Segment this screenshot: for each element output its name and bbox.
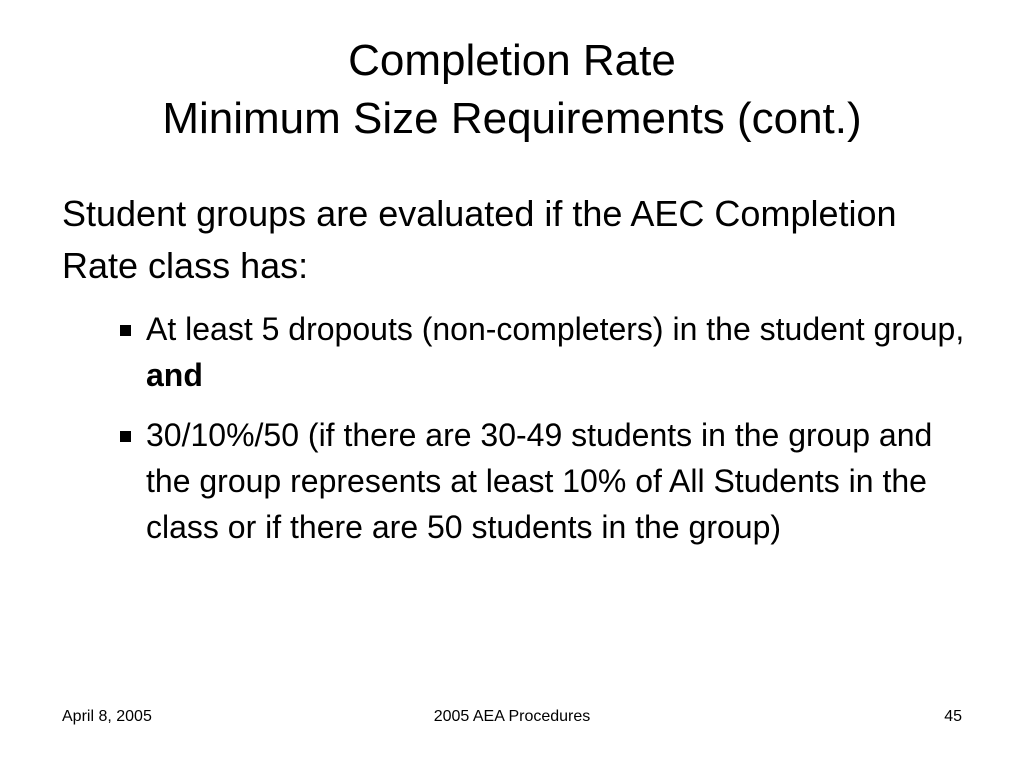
slide-title [0, 32, 1024, 148]
square-bullet-icon [120, 325, 131, 336]
bullet-emphasis: and [146, 357, 203, 393]
footer-date: April 8, 2005 [62, 708, 152, 725]
title-line-2: Minimum Size Requirements (cont.) [162, 94, 862, 143]
bullet-list [62, 306, 982, 550]
title-line-1: Completion Rate [348, 36, 676, 85]
bullet-item [62, 412, 982, 550]
bullet-text: 30/10%/50 (if there are 30-49 students in the group and the group represents at least 10% of All Students in the class or if there are 50 students in the group) [146, 417, 933, 545]
square-bullet-icon [120, 431, 131, 442]
intro-text: Student groups are evaluated if the AEC Completion Rate class has: [62, 193, 897, 286]
slide-body [62, 188, 982, 564]
bullet-item [62, 306, 982, 398]
bullet-text: At least 5 dropouts (non-completers) in the student group, [146, 311, 965, 347]
page-number: 45 [944, 708, 962, 725]
footer-title: 2005 AEA Procedures [433, 708, 591, 725]
